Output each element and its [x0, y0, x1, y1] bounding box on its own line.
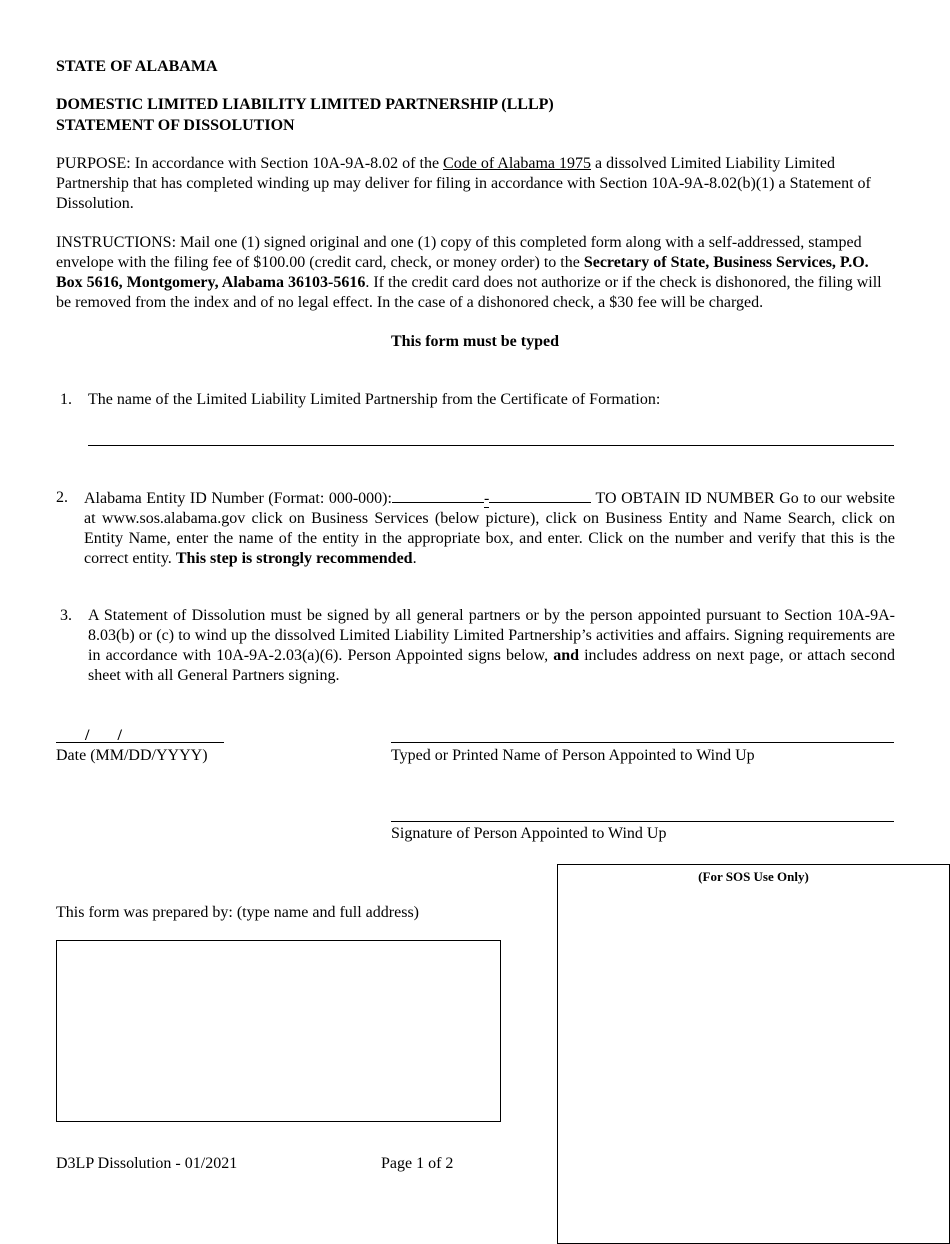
- entity-id-instructions: TO OBTAIN ID NUMBER Go to our website at www.sos.alabama.gov click on Business Services (below picture), click on Business Entity and Name Search, click on Entity Name, enter the name of the entity in the appropriate box, and enter. Click on the number and verify that this is the correct entity.: [84, 490, 896, 567]
- strongly-recommended-text: This step is strongly recommended: [175, 550, 413, 567]
- form-title-line1: DOMESTIC LIMITED LIABILITY LIMITED PARTNERSHIP (LLLP): [56, 96, 554, 113]
- item3-end: includes address on next page, or attach second sheet with all General Partners signing.: [88, 647, 895, 684]
- signature-field[interactable]: [391, 821, 894, 822]
- sos-use-box: [557, 864, 950, 1244]
- signature-label: Signature of Person Appointed to Wind Up: [391, 825, 667, 842]
- prepared-by-box[interactable]: [56, 940, 501, 1122]
- form-title-line2: STATEMENT OF DISSOLUTION: [56, 117, 295, 134]
- code-of-alabama-reference: Code of Alabama 1975: [443, 155, 592, 172]
- entity-id-dash: -: [483, 490, 490, 507]
- item3-text: A Statement of Dissolution must be signed by all general partners or by the person appointed pursuant to Section 10A-9A-8.03(b) or (c) to wind up the dissolved Limited Liability Limited Partnership’s activities and affairs. Signing requirements are in accordance with 10A-9A-2.03(a)(6). Person Appointed signs below,: [88, 607, 895, 664]
- form-id: D3LP Dissolution - 01/2021: [56, 1155, 238, 1172]
- instructions-suffix: . If the credit card does not authorize or if the check is dishonored, the filing will be removed from the index and of no legal effect. In the case of a dishonored check, a $30 fee will be charged.: [56, 274, 882, 311]
- appointed-person-name-label: Typed or Printed Name of Person Appointed to Wind Up: [391, 747, 755, 764]
- state-heading: STATE OF ALABAMA: [56, 58, 218, 75]
- instructions-prefix: INSTRUCTIONS: Mail one (1) signed original and one (1) copy of this completed form along with a self-addressed, stamped envelope with the filing fee of $100.00 (credit card, check, or money order) to the: [56, 234, 862, 271]
- entity-id-part2-field[interactable]: [489, 488, 591, 503]
- prepared-by-label: This form was prepared by: (type name and full address): [56, 904, 419, 921]
- date-slashes: / /: [85, 727, 122, 744]
- item2-number: 2.: [56, 489, 68, 506]
- item1-number: 1.: [60, 391, 72, 408]
- instructions-paragraph: [56, 233, 898, 313]
- sos-use-label: (For SOS Use Only): [698, 869, 809, 884]
- item3-paragraph: [88, 606, 895, 686]
- page-number: Page 1 of 2: [381, 1155, 454, 1172]
- item1-text: The name of the Limited Liability Limited Partnership from the Certificate of Formation:: [88, 391, 661, 408]
- date-label: Date (MM/DD/YYYY): [56, 747, 208, 764]
- llp-name-field[interactable]: [88, 445, 894, 446]
- purpose-suffix: a dissolved Limited Liability Limited Partnership that has completed winding up may deliver for filing in accordance with Section 10A-9A-8.02(b)(1) a Statement of Dissolution.: [56, 155, 871, 212]
- item3-number: 3.: [60, 607, 72, 624]
- purpose-prefix: PURPOSE: In accordance with Section 10A-9A-8.02 of the: [56, 155, 444, 172]
- typed-notice: This form must be typed: [390, 333, 559, 350]
- item2-paragraph: [84, 488, 895, 569]
- item2-end: .: [412, 550, 417, 567]
- appointed-person-name-field[interactable]: [391, 742, 894, 743]
- purpose-paragraph: [56, 154, 898, 214]
- date-field[interactable]: [56, 742, 224, 743]
- entity-id-label: Alabama Entity ID Number (Format: 000-000):: [84, 490, 392, 507]
- entity-id-part1-field[interactable]: [392, 488, 484, 503]
- mailing-address: Secretary of State, Business Services, P.O. Box 5616, Montgomery, Alabama 36103-5616: [56, 254, 869, 291]
- item3-and: and: [553, 647, 579, 664]
